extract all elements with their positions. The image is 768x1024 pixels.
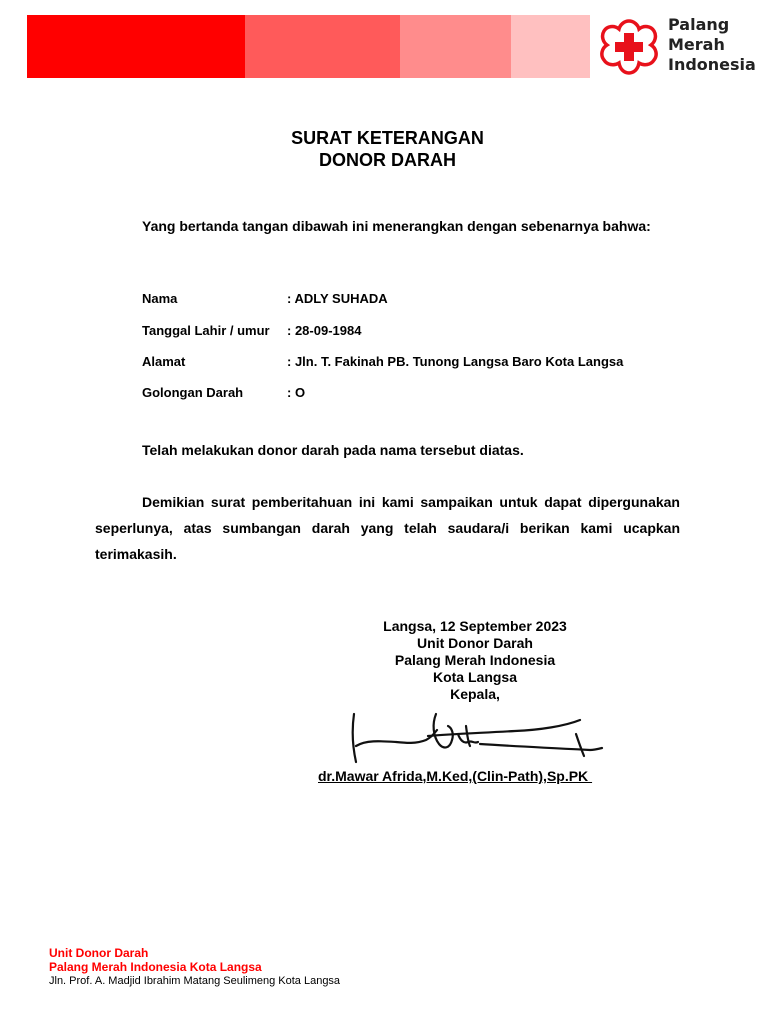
title-line-2: DONOR DARAH xyxy=(319,150,456,170)
detail-label: Tanggal Lahir / umur xyxy=(142,323,270,338)
header-bar-pink xyxy=(400,15,511,78)
detail-row-blood-type xyxy=(142,385,305,401)
detail-value: : ADLY SUHADA xyxy=(287,291,388,306)
statement-paragraph: Telah melakukan donor darah pada nama tersebut diatas. xyxy=(142,442,524,458)
header-bar-pale-pink xyxy=(511,15,590,78)
footer-address: Jln. Prof. A. Madjid Ibrahim Matang Seulimeng Kota Langsa xyxy=(49,975,341,987)
signer-org: Palang Merah Indonesia xyxy=(394,652,556,668)
brand-wordmark xyxy=(668,15,756,75)
document-title xyxy=(0,127,768,171)
title-line-1: SURAT KETERANGAN xyxy=(291,128,484,148)
signer-name: dr.Mawar Afrida,M.Ked,(Clin-Path),Sp.PK xyxy=(318,768,593,784)
detail-row-name xyxy=(142,291,388,307)
detail-value: : 28-09-1984 xyxy=(287,323,362,338)
signer-city: Kota Langsa xyxy=(432,669,517,685)
brand-line-1: Palang xyxy=(668,15,730,34)
closing-paragraph: Demikian surat pemberitahuan ini kami sampaikan untuk dapat dipergunakan seperlunya, atas sumbangan darah yang telah saudara/i berikan kami ucapkan terimakasih. xyxy=(95,494,680,562)
brand-line-2: Merah xyxy=(668,35,725,54)
detail-row-address xyxy=(142,354,623,370)
brand-line-3: Indonesia xyxy=(668,55,756,74)
footer-org: Palang Merah Indonesia Kota Langsa xyxy=(49,960,262,974)
header-bar-red xyxy=(27,15,245,78)
detail-label: Golongan Darah xyxy=(142,385,244,400)
signer-position: Kepala, xyxy=(450,686,500,702)
detail-label: Nama xyxy=(142,291,178,306)
signature-block xyxy=(345,618,605,703)
footer xyxy=(49,946,340,988)
signer-unit: Unit Donor Darah xyxy=(417,635,533,651)
detail-row-birthdate xyxy=(142,323,361,339)
intro-paragraph: Yang bertanda tangan dibawah ini menerangkan dengan sebenarnya bahwa: xyxy=(142,218,651,234)
detail-value: : O xyxy=(287,385,306,400)
detail-label: Alamat xyxy=(142,354,186,369)
footer-unit: Unit Donor Darah xyxy=(49,946,149,960)
handwritten-signature xyxy=(340,704,615,774)
detail-value: : Jln. T. Fakinah PB. Tunong Langsa Baro Kota Langsa xyxy=(287,354,624,369)
header-bar-light-red xyxy=(245,15,400,78)
place-date: Langsa, 12 September 2023 xyxy=(383,618,567,634)
red-cross-emblem-icon xyxy=(598,17,660,77)
